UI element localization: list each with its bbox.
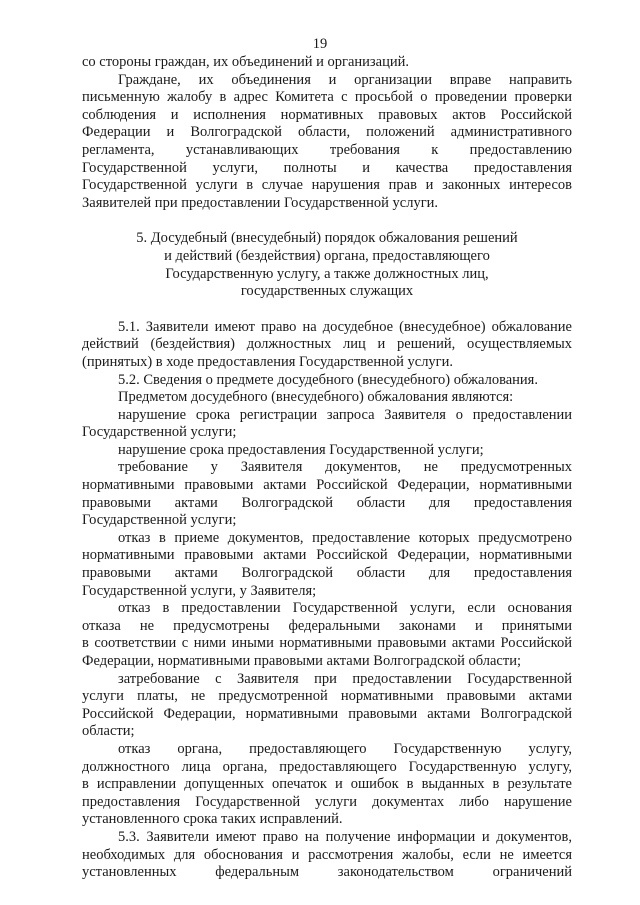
text-line: со стороны граждан, их объединений и организаций. [82,54,409,70]
page-number: 19 [312,36,328,52]
text-line: (принятых) в ходе предоставления Государственной услуги. [82,353,454,370]
text-line: нарушение срока предоставления Государственной услуги; [118,441,484,458]
text-line: соблюдения и исполнения нормативных правовых актов Российской [82,106,572,123]
text-line: отказ в предоставлении Государственной услуги, если основания [118,600,572,617]
text-line: установленного срока таких исправлений. [82,811,343,828]
text-line: регламента, устанавливающих требования к предоставлению [82,141,572,158]
section-heading-line: государственных служащих [240,283,414,300]
text-line: необходимых для обоснования и рассмотрения жалобы, если не имеется [82,846,572,863]
paragraph-gap [82,301,572,319]
text-line: требование у Заявителя документов, не предусмотренных [118,459,572,476]
text-line: Государственной услуги; [82,424,237,441]
text-line: установленных федеральным законодательством ограничений [82,864,572,881]
text-line: услуги платы, не предусмотренной нормативными правовыми актами [82,688,572,705]
text-line: Государственной услуги, у Заявителя; [82,582,317,599]
section-heading-line: Государственную услугу, а также должностных лиц, [165,265,489,282]
text-line: Государственной услуги, полноты и качества предоставления [82,159,572,176]
text-line: нарушение срока регистрации запроса Заявителя о предоставлении [118,406,572,423]
text-line: отказа не предусмотрены федеральными законами и принятыми [82,617,572,634]
text-line: Российской Федерации, нормативными правовыми актами Волгоградской [82,705,572,722]
text-line: в исправлении допущенных опечаток и ошибок в выданных в результате [82,776,572,793]
text-line: предоставления Государственной услуги документах либо нарушение [82,793,572,810]
text-line: правовыми актами Волгоградской области для предоставления [82,494,572,511]
text-line: Государственной услуги в случае нарушения прав и законных интересов [82,177,572,194]
text-line: Федерации, нормативными правовыми актами Волгоградской области; [82,653,521,669]
text-line: Федерации и Волгоградской области, положений административного [82,124,572,141]
text-line: должностного лица органа, предоставляющего Государственную услугу, [82,758,572,775]
text-line: отказ в приеме документов, предоставление которых предусмотрено [118,529,572,546]
text-line: правовыми актами Волгоградской области для предоставления [82,565,572,582]
text-line: в соответствии с ними иными нормативными правовыми актами Российской [82,635,572,652]
text-line: 5.2. Сведения о предмете досудебного (внесудебного) обжалования. [118,371,538,388]
text-line: нормативными правовыми актами Российской Федерации, нормативными [82,547,572,564]
section-heading-line: и действий (бездействия) органа, предоставляющего [164,247,490,264]
text-line: нормативными правовыми актами Российской Федерации, нормативными [82,477,572,494]
text-line: Государственной услуги; [82,512,237,529]
text-line: 5.1. Заявители имеют право на досудебное (внесудебное) обжалование [118,318,572,335]
text-line: области; [82,723,135,740]
text-line: 5.3. Заявители имеют право на получение информации и документов, [118,828,572,845]
text-line: Заявителей при предоставлении Государственной услуги. [82,194,439,211]
text-line: Граждане, их объединения и организации вправе направить [118,71,572,88]
document-body [82,54,572,882]
text-line: отказ органа, предоставляющего Государственную услугу, [118,740,572,757]
text-line: действий (бездействия) должностных лиц и решений, осуществляемых [82,336,572,353]
text-line: Предметом досудебного (внесудебного) обжалования являются: [118,389,514,406]
paragraph-gap [82,212,572,230]
text-line: затребование с Заявителя при предоставлении Государственной [118,670,572,687]
section-heading-line: 5. Досудебный (внесудебный) порядок обжалования решений [136,230,518,247]
text-line: письменную жалобу в адрес Комитета с просьбой о проведении проверки [82,89,572,106]
